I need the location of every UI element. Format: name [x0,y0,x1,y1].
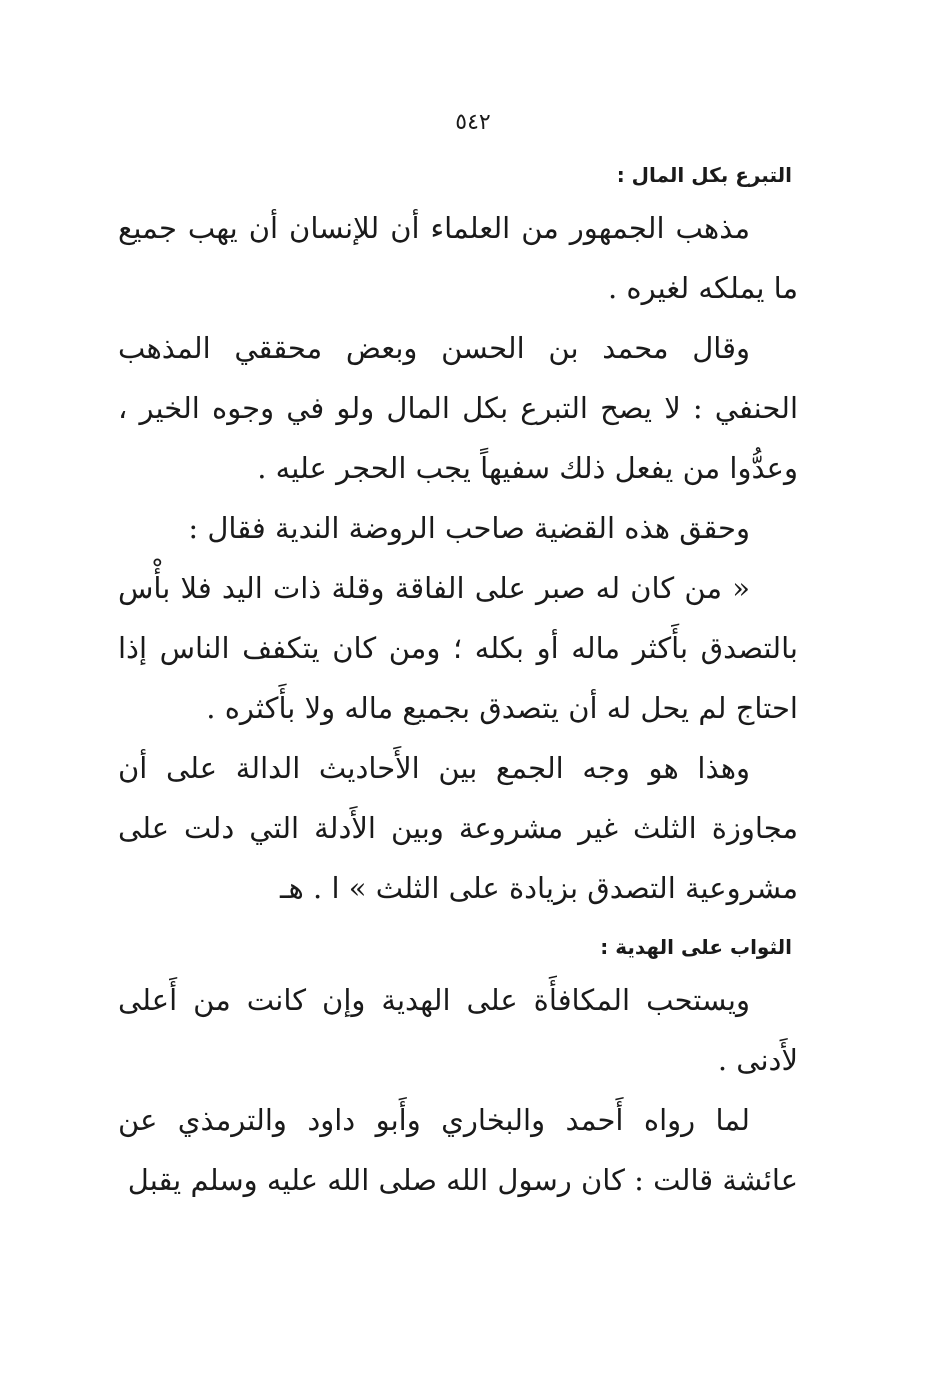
paragraph: وحقق هذه القضية صاحب الروضة الندية فقال : [188,511,750,545]
section-heading-gift-reward: الثواب على الهدية : [600,935,792,959]
paragraph: مذهب الجمهور من العلماء أن للإنسان أن يهب جميع ما يملكه لغيره . [118,211,798,305]
paragraph: وقال محمد بن الحسن وبعض محققي المذهب الحنفي : لا يصح التبرع بكل المال ولو في وجوه الخير ، وعدُّوا من يفعل ذلك سفيهاً يجب الحجر عليه . [118,331,798,485]
page-body [118,160,798,1210]
page-number: ٥٤٢ [455,110,491,135]
section-heading-donation: التبرع بكل المال : [616,163,792,187]
paragraph-quote: « من كان له صبر على الفاقة وقلة ذات اليد فلا بأْس بالتصدق بأَكثر ماله أو بكله ؛ ومن كان يتكفف الناس إذا احتاج لم يحل له أن يتصدق بجميع ماله ولا بأَكثره . [118,571,798,725]
paragraph: لما رواه أَحمد والبخاري وأَبو داود والترمذي عن عائشة قالت : كان رسول الله صلى الله عليه وسلم يقبل [118,1103,798,1197]
paragraph: ويستحب المكافأَة على الهدية وإن كانت من أَعلى لأَدنى . [118,983,798,1077]
paragraph-quote: وهذا هو وجه الجمع بين الأَحاديث الدالة على أن مجاوزة الثلث غير مشروعة وبين الأَدلة التي دلت على مشروعية التصدق بزيادة على الثلث » ا . هـ [118,751,798,905]
